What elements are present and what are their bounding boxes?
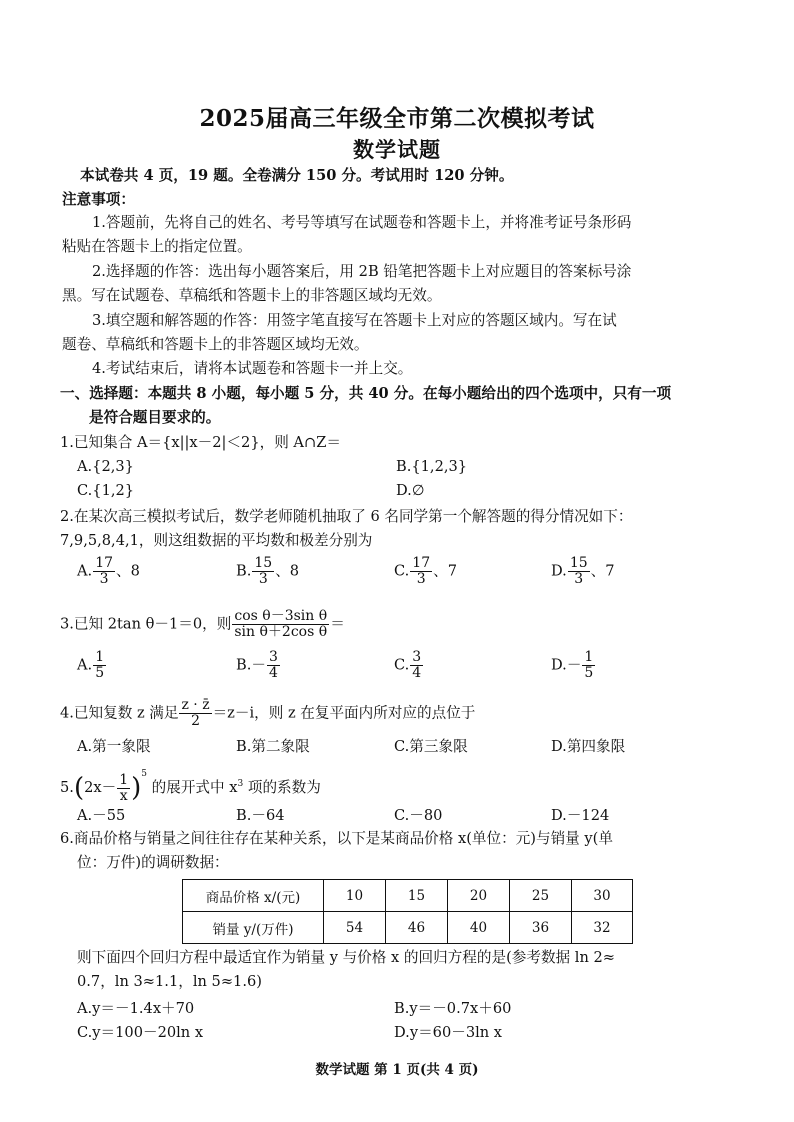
note-3-line-1: 3.填空题和解答题的作答：用签字笔直接写在答题卡上对应的答题区域内。写在试: [92, 312, 617, 329]
q6-option-d: D.y＝60－3ln x: [394, 1024, 503, 1041]
table-cell: 54: [324, 912, 386, 944]
note-2-line-1: 2.选择题的作答：选出每小题答案后，用 2B 铅笔把答题卡上对应题目的答案标号涂: [92, 263, 632, 280]
table-cell: 46: [386, 912, 448, 944]
note-2-line-2: 黑。写在试题卷、草稿纸和答题卡上的非答题区域均无效。: [62, 287, 442, 304]
table-cell: 30: [572, 880, 633, 912]
q4-option-b: B.第二象限: [236, 738, 310, 755]
q1-option-d: D.∅: [396, 482, 425, 499]
q3-option-a: A. $\frac{1}{5}$: [77, 649, 105, 681]
note-4: 4.考试结束后，请将本试题卷和答题卡一并上交。: [92, 360, 413, 377]
q1-stem: 1.已知集合 A＝{x||x－2|＜2}，则 A∩Z＝: [60, 434, 341, 451]
q3-stem: 3.已知 2tan θ－1＝0，则 $\frac{\text{cos θ－3sin θ}}{\text{sin θ＋2cos θ}}$ ＝: [60, 608, 345, 640]
table-cell: 40: [448, 912, 510, 944]
table-row: [183, 880, 633, 912]
q6-option-b: B.y＝－0.7x＋60: [394, 1000, 512, 1017]
q4-option-c: C.第三象限: [394, 738, 468, 755]
table-cell: 10: [324, 880, 386, 912]
q5-option-c: C.－80: [394, 807, 443, 824]
exam-title: 2025届高三年级全市第二次模拟考试: [199, 105, 595, 132]
q4-option-d: D.第四象限: [551, 738, 626, 755]
q5-stem-fraction: $\frac{1}{x}$: [119, 771, 129, 804]
note-1-line-2: 粘贴在答题卡上的指定位置。: [62, 238, 252, 255]
q6-question-line-2: 0.7，ln 3≈1.1，ln 5≈1.6): [77, 973, 262, 990]
q3-option-c: C. $\frac{3}{4}$: [394, 649, 422, 681]
q2-option-c-fraction: $\frac{17}{3}$: [412, 555, 431, 587]
table-cell: 15: [386, 880, 448, 912]
q3-option-b-fraction: $\frac{3}{4}$: [268, 649, 278, 681]
q6-option-c: C.y＝100－20ln x: [77, 1024, 204, 1041]
q3-option-a-fraction: $\frac{1}{5}$: [95, 649, 105, 681]
q2-stem-line-1: 2.在某次高三模拟考试后，数学老师随机抽取了 6 名同学第一个解答题的得分情况如下：: [60, 508, 633, 525]
note-3-line-2: 题卷、草稿纸和答题卡上的非答题区域均无效。: [62, 336, 369, 353]
q5-exponent: 5: [141, 769, 148, 779]
q3-option-d: D.－ $\frac{1}{5}$: [551, 649, 594, 681]
q3-option-c-fraction: $\frac{3}{4}$: [412, 649, 422, 681]
table-cell: 36: [510, 912, 572, 944]
section-1-heading-cont: 是符合题目要求的。: [89, 409, 221, 426]
table-header-cell: 商品价格 x/(元): [183, 880, 324, 912]
q6-question-line-1: 则下面四个回归方程中最适宜作为销量 y 与价格 x 的回归方程的是(参考数据 ln 2≈: [77, 949, 615, 966]
q2-option-c: C. $\frac{17}{3}$ 、7: [394, 555, 458, 587]
q5-option-a: A.－55: [77, 807, 126, 824]
q2-option-b: B. $\frac{15}{3}$ 、8: [236, 555, 300, 587]
q6-option-a: A.y＝－1.4x＋70: [77, 1000, 195, 1017]
q2-option-b-fraction: $\frac{15}{3}$: [254, 555, 273, 587]
q5-option-b: B.－64: [236, 807, 285, 824]
notes-heading: 注意事项：: [62, 191, 135, 208]
q6-stem-line-1: 6.商品价格与销量之间往往存在某种关系，以下是某商品价格 x(单位：元)与销量 y(单: [60, 830, 613, 847]
q4-stem: 4.已知复数 z 满足 $\frac{z \cdot z̄}{2}$ ＝z－i，则 z 在复平面内所对应的点位于: [60, 697, 476, 729]
table-header-cell: 销量 y/(万件): [183, 912, 324, 944]
q1-option-b: B.{1,2,3}: [396, 458, 468, 475]
q2-option-d-fraction: $\frac{15}{3}$: [569, 555, 588, 587]
q3-option-d-fraction: $\frac{1}{5}$: [584, 649, 594, 681]
exam-subtitle: 数学试题: [353, 137, 441, 162]
note-1-line-1: 1.答题前，先将自己的姓名、考号等填写在试题卷和答题卡上，并将准考证号条形码: [92, 214, 632, 231]
page-footer: 数学试题 第 1 页(共 4 页): [315, 1062, 479, 1078]
q6-data-table: [182, 879, 633, 944]
q2-stem-line-2: 7,9,5,8,4,1，则这组数据的平均数和极差分别为: [60, 532, 373, 549]
table-cell: 20: [448, 880, 510, 912]
table-row: [183, 912, 633, 944]
q3-option-b: B.－ $\frac{3}{4}$: [236, 649, 278, 681]
q2-option-d: D. $\frac{15}{3}$ 、7: [551, 555, 615, 587]
exam-intro: 本试卷共 4 页，19 题。全卷满分 150 分。考试用时 120 分钟。: [80, 167, 514, 184]
table-cell: 25: [510, 880, 572, 912]
q5-stem: 5.(2x－ $\frac{1}{x}$ )$^5$ 的展开式中 $x^3$ 项的系数为: [60, 769, 321, 804]
q4-stem-fraction: $\frac{z \cdot z̄}{2}$: [181, 697, 210, 729]
section-1-heading: 一、选择题：本题共 8 小题，每小题 5 分，共 40 分。在每小题给出的四个选项中，只有一项: [60, 385, 672, 402]
q5-option-d: D.－124: [551, 807, 610, 824]
q1-option-a: A.{2,3}: [77, 458, 134, 475]
q1-option-c: C.{1,2}: [77, 482, 135, 499]
q2-option-a: A. $\frac{17}{3}$ 、8: [77, 555, 140, 587]
q4-option-a: A.第一象限: [77, 738, 151, 755]
q2-option-a-fraction: $\frac{17}{3}$: [95, 555, 114, 587]
q6-stem-line-2: 位：万件)的调研数据：: [77, 854, 229, 871]
table-cell: 32: [572, 912, 633, 944]
q3-stem-fraction: $\frac{\text{cos θ－3sin θ}}{\text{sin θ＋2cos θ}}$: [234, 608, 328, 640]
